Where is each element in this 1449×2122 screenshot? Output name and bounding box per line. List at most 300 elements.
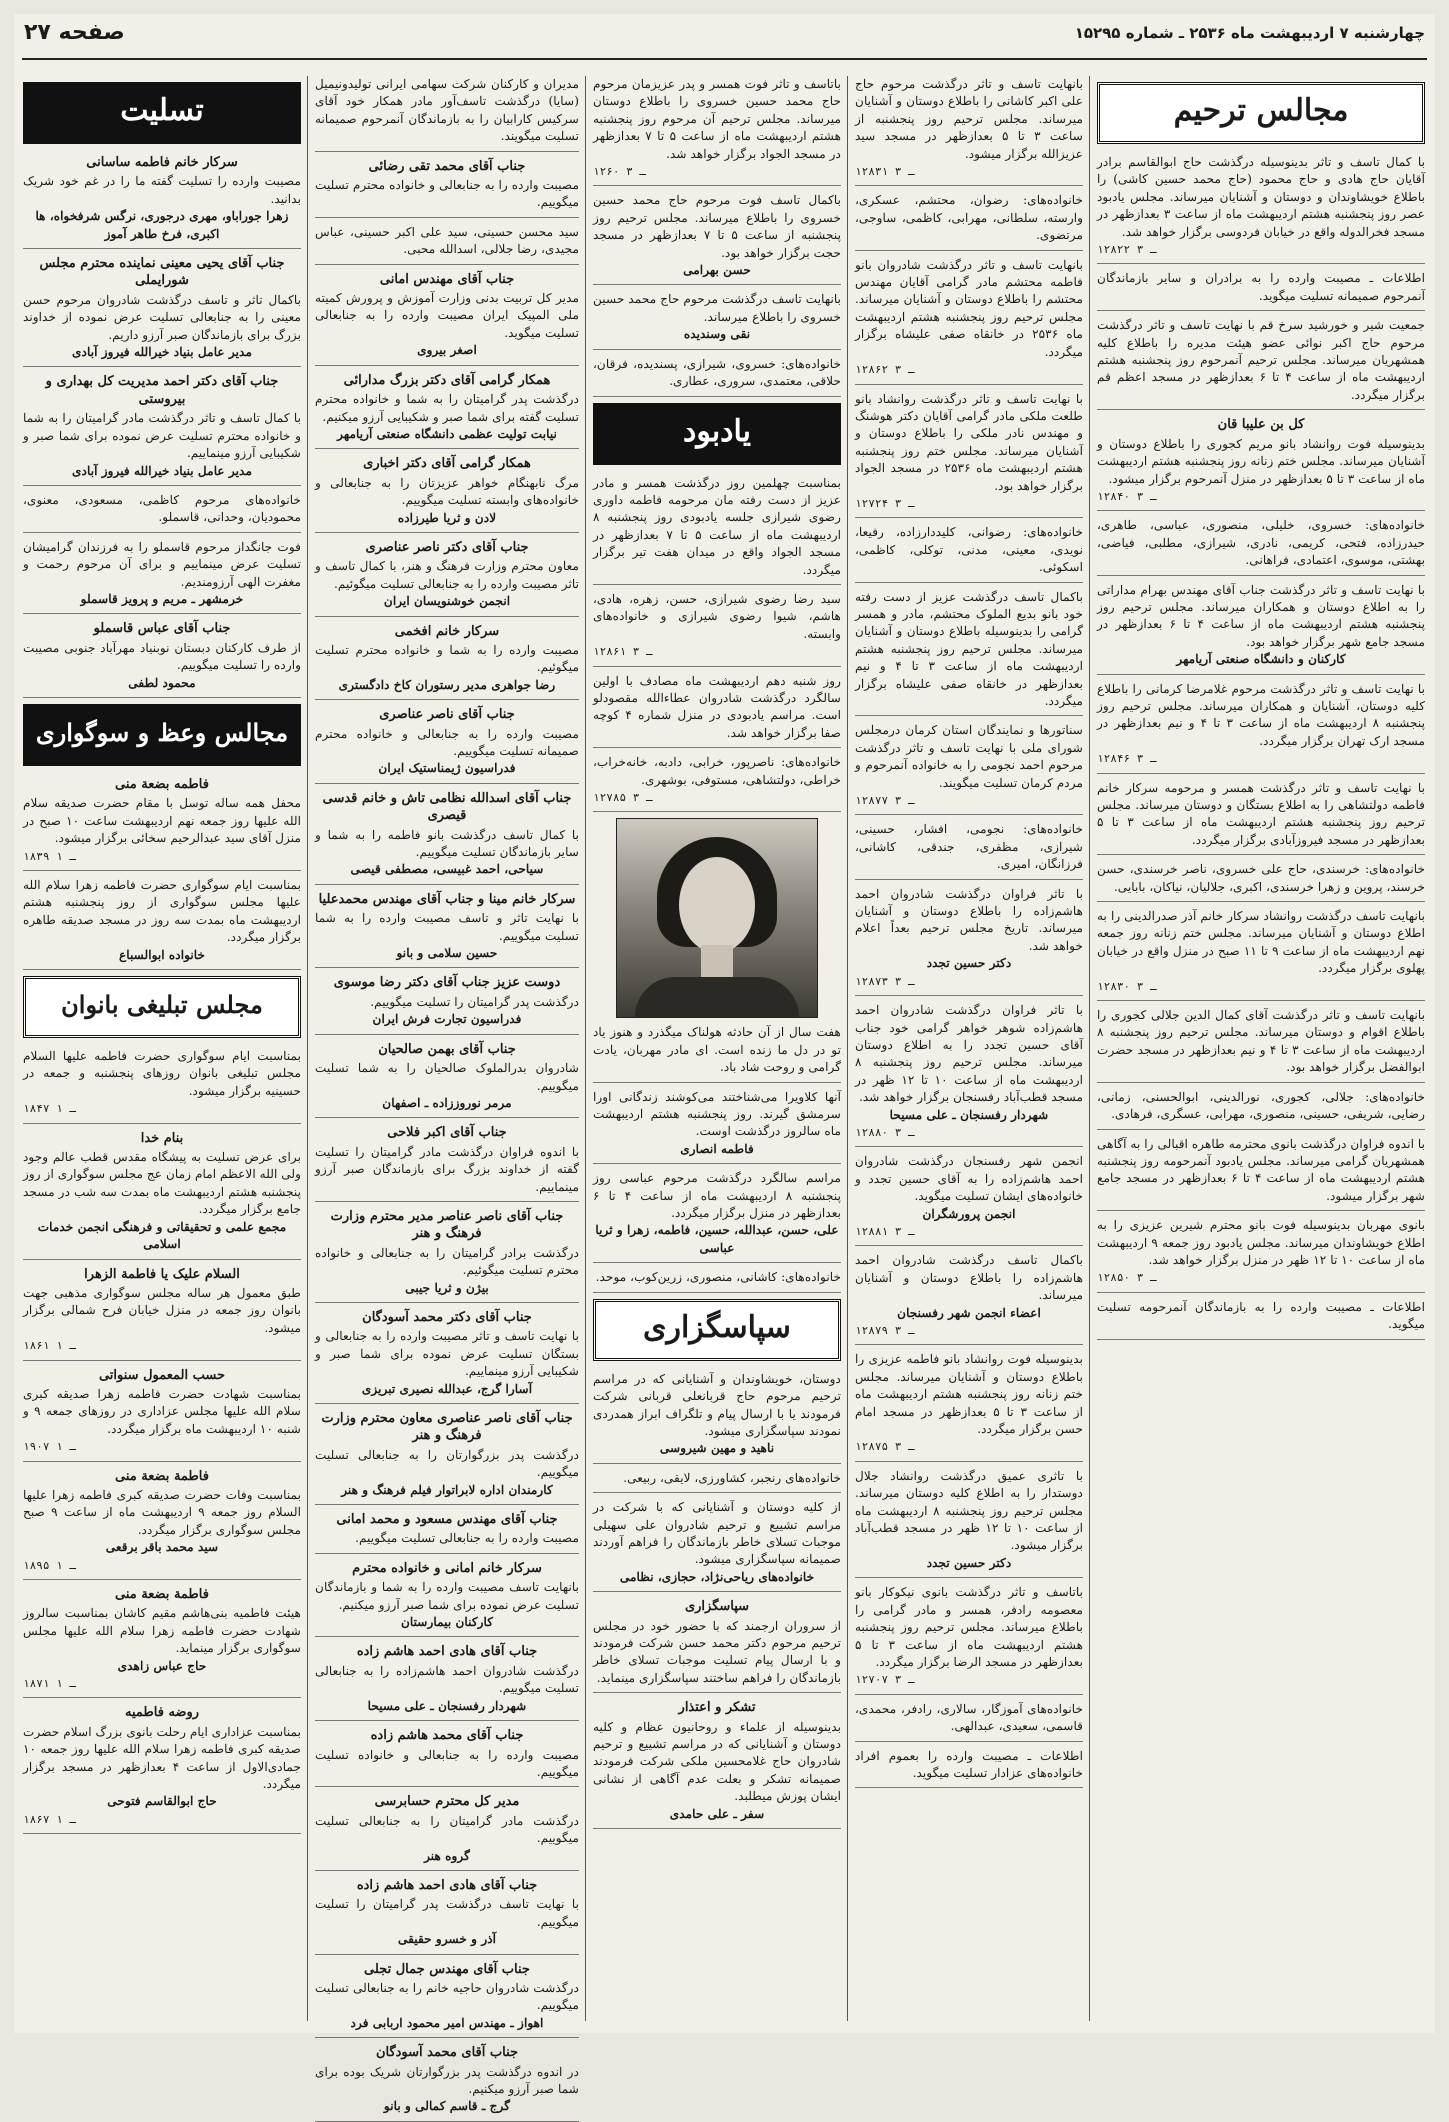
column-obituaries-2: [855, 76, 1083, 2021]
notice-title: جناب آقای اسدالله نظامی تاش و خانم قدسی قیصری: [322, 790, 572, 824]
notice-body: بمناسبت شهادت حضرت فاطمه زهرا صدیقه کبری سلام الله علیها مجلس عزاداری در روزهای جمعه ۹ و شنبه ۱۰ اردیبهشت ماه برگزار میگردد.: [23, 1386, 301, 1436]
notice-body: جمعیت شیر و خورشید سرخ قم با نهایت تاسف و تاثر درگذشت مرحوم حاج اکبر نوائی عضو هیئت مدیره را باطلاع کلیه همشهریان میرساند. مجلس ترحیم آنمرحوم روز پنجشنبه هشتم اردیبهشت ماه از ساعت ۴ تا ۶ بعدازظهر در مسجد اعظم قم برگزار میگردد.: [1097, 318, 1425, 402]
notice: [23, 539, 301, 615]
notice: [315, 1410, 579, 1505]
notice-signature: خانواده‌های ریاحی‌نژاد، حجازی، نظامی: [619, 1569, 815, 1584]
notice-body: خانواده‌های: جلالی، کجوری، نورالدینی، ابوالحسنی، زمانی، رضایی، شریفی، حسینی، منصوری، مهرابی، عسگری، فرهادی.: [1097, 1089, 1425, 1122]
notice-body: انجمن شهر رفسنجان درگذشت شادروان احمد هاشم‌زاده را به آقای حسین تجدد و خانواده‌های ایشان تسلیت میگوید.: [855, 1154, 1083, 1204]
notice-signature: دکتر حسین تجدد: [926, 956, 1012, 971]
notice-code: ۱۲۸۶۱ ـ ۳: [593, 645, 653, 659]
notice: [1097, 317, 1425, 410]
notice-list-bottom: [23, 1048, 301, 1834]
notice: [315, 974, 579, 1034]
notice: [23, 1266, 301, 1361]
notice: [23, 1586, 301, 1698]
notice-body: طبق معمول هر ساله مجلس سوگواری مذهبی جهت بانوان روز جمعه در منزل خیابان فرح شمالی برگزار میشود.: [23, 1285, 301, 1335]
notice-signature: فدراسیون تجارت فرش ایران: [372, 1012, 522, 1027]
notice: [315, 455, 579, 533]
notice-body: با نهایت تاسف و تاثر درگذشت روانشاد بانو طلعت ملکی مادر گرامی آقایان دکتر هوشنگ و مهندس نادر ملکی را باطلاع دوستان و آشنایان میرساند. مجلس ختم روز پنجشنبه هشتم اردیبهشت ماه ۲۵۳۶ در مسجد الجواد برگزار خواهد بود.: [855, 391, 1083, 493]
notice: [855, 589, 1083, 717]
notice-title: السلام علیک یا فاطمة الزهرا: [84, 1266, 240, 1282]
notice-body: اطلاعات ـ مصیبت وارده را به برادران و سایر بازماندگان آنمرحوم صمیمانه تسلیت میگوید.: [1097, 271, 1425, 303]
notice: [23, 620, 301, 698]
notice-body: دوستان، خویشاوندان و آشنایانی که در مراسم ترحیم مرحوم حاج قربانعلی قربانی شرکت فرمودند یا با ارسال پیام و تلگراف ابراز همدردی نمودند سپاسگزاری میشود.: [593, 1371, 841, 1438]
notice-signature: اصغر بیروی: [417, 343, 477, 358]
notice-body: بانهایت تاسف درگذشت مرحوم حاج محمد حسین خسروی را باطلاع میرساند.: [593, 292, 841, 324]
notice: [855, 1351, 1083, 1461]
notice-body: بمناسبت ایام سوگواری حضرت فاطمه زهرا سلام الله علیها مجلس سوگواری از روز پنجشنبه هشتم اردیبهشت ماه بمدت سه روز در مسجد صدیقه طاهره برگزار میگردد.: [23, 878, 301, 945]
notice-body: بانهایت تاسف درگذشت روانشاد سرکار خانم آذر صدرالدینی را به اطلاع دوستان و آشنایان میرساند. مجلس ختم زنانه روز جمعه نهم اردیبهشت ماه از ساعت ۹ تا ۱۱ صبح در منزل واقع در خیابان پهلوی برگزار میگردد.: [1097, 909, 1426, 976]
notice: [23, 776, 301, 871]
notice: [315, 1877, 579, 1955]
notice-body: باتاسف و تاثر درگذشت بانوی نیکوکار بانو معصومه رادفر، همسر و مادر گرامی را باطلاع میرساند. مجلس ترحیم روز پنجشنبه هشتم اردیبهشت ماه از ساعت ۳ تا ۵ بعدازظهر در مسجد الرضا برگزار میگردد.: [855, 1585, 1084, 1669]
notice-title: کل بن علیبا قان: [1217, 417, 1305, 433]
notice-body: شادروان بدرالملوک صالحیان را به شما تسلیت میگوییم.: [315, 1061, 579, 1093]
page-number: صفحه ۲۷: [24, 20, 125, 45]
notice-body: خانواده‌های: رضوان، محتشم، عسکری، وارسته، سلطانی، مهرابی، کاظمی، ساوجی، مرتضوی.: [855, 193, 1083, 243]
notice-body: اطلاعات ـ مصیبت وارده را به بازماندگان آنمرحومه تسلیت میگوید.: [1097, 1299, 1425, 1332]
notice-body: مدیران و کارکنان شرکت سهامی ایرانی تولیدونیمیل (سایا) درگذشت تاسف‌آور مادر همکار خود آقای سرکیس کارابیان را به بازماندگان آنمرحوم صمیمانه تسلیت میگویند.: [315, 77, 579, 144]
notice-signature: مجمع علمی و تحقیقاتی و فرهنگی انجمن خدمات اسلامی: [37, 1219, 287, 1252]
notice-signature: کارکنان و دانشگاه صنعتی آریامهر: [1176, 652, 1346, 667]
notice-signature: سفر ـ علی حامدی: [669, 1806, 765, 1821]
notice-title: جناب آقای هادی احمد هاشم زاده: [356, 1877, 538, 1893]
column-rule: [1089, 76, 1090, 2021]
notice: [315, 891, 579, 969]
notice-body: باتاسف و تاثر فوت همسر و پدر عزیزمان مرحوم حاج محمد حسین خسروی را باطلاع دوستان میرساند. مجلس ترحیم آن مرحوم روز پنجشنبه هشتم اردیبهشت ماه از ساعت ۵ تا ۷ بعدازظهر در مسجد الجواد برگزار خواهد شد.: [593, 77, 842, 161]
notice: [1097, 517, 1425, 575]
notice-body: مصیبت وارده را به جنابعالی و خانواده تسلیت میگوییم.: [315, 1747, 579, 1779]
notice: [315, 372, 579, 450]
notice-body: خانواده‌های: کاشانی، منصوری، زرین‌کوب، موحد.: [595, 1270, 841, 1285]
notice: [315, 790, 579, 885]
notice: [315, 158, 579, 218]
section-banner-vaz: مجالس وعظ و سوگواری: [23, 704, 301, 766]
notice-code: ۱۲۸۳۰ ـ ۳: [1097, 979, 1157, 993]
notice-list-bottom: [593, 1371, 841, 1829]
notice-body: مصیبت وارده را به شما و خانواده محترم تسلیت میگوئیم.: [315, 642, 579, 675]
notice-signature: انجمن خوشنویسان ایران: [383, 594, 511, 609]
notice-list: [315, 76, 579, 2122]
notice: [23, 1048, 301, 1124]
notice-title: جناب آقای اکبر فلاحی: [387, 1125, 507, 1141]
notice-title: جناب آقای یحیی معینی نماینده محترم مجلس شورایملی: [39, 256, 285, 289]
notice: [593, 1499, 841, 1592]
notice-list-top: [23, 154, 301, 698]
notice-body: باکمال تاثر و تاسف درگذشت شادروان مرحوم حسن معینی را به جنابعالی تسلیت عرض نموده از خداوند بزرگ برای بازماندگان صبر آرزو داریم.: [23, 292, 301, 342]
section-banner-tablighi: مجلس تبلیغی بانوان: [23, 976, 301, 1038]
notice-signature: ناهید و مهین شیروسی: [659, 1441, 775, 1456]
notice: [855, 257, 1083, 385]
section-banner-yadbood: یادبود: [593, 403, 841, 465]
notice-title: سرکار خانم امانی و خانواده محترم: [352, 1560, 542, 1576]
column-rule: [307, 76, 308, 2021]
notice-code: ۱۲۸۷۹ ـ ۳: [855, 1324, 915, 1337]
notice-title: جناب آقای محمد آسودگان: [375, 2045, 519, 2061]
notice-body: درگذشت شادروان حاجیه خانم را به جنابعالی تسلیت میگوییم.: [315, 1980, 579, 2013]
notice: [855, 886, 1083, 996]
notice-body: اطلاعات ـ مصیبت وارده را بعموم افراد خانواده‌های عزادار تسلیت میگوید.: [855, 1748, 1083, 1780]
column-condolences: [315, 76, 579, 2114]
notice-body: درگذشت مادر گرامیتان را به جنابعالی تسلیت میگوییم.: [315, 1813, 579, 1846]
notice-body: خانواده‌های: نجومی، افشار، حسینی، شیرازی، مظفری، جندقی، کاشانی، فرزانگان، امیری.: [855, 822, 1083, 872]
notice-body: خانواده‌های آموزگار، سالاری، رادفر، محمدی، قاسمی، سعیدی، عبدالهی.: [855, 1701, 1083, 1734]
notice-body: با نهایت تاسف درگذشت پدر گرامیتان را تسلیت میگوییم.: [315, 1897, 579, 1929]
notice: [855, 391, 1083, 519]
notice-body: روز شنبه دهم اردیبهشت ماه مصادف با اولین سالگرد درگذشت شادروان عطاءالله مقصودلو است. مراسم یادبودی در منزل شماره ۴ کوچه صفا برگزار خواهد شد.: [593, 673, 841, 740]
notice-body: خانواده‌های: خسروی، شیرازی، پسندیده، فرقان، حلاقی، معتمدی، سروری، عطاری.: [593, 356, 841, 389]
notice-signature: گرج ـ قاسم کمالی و بانو: [383, 2099, 511, 2114]
notice-title: جناب آقای ناصر عناصر مدیر محترم وزارت فرهنگ و هنر: [330, 1208, 564, 1242]
notice-body: مراسم سالگرد درگذشت مرحوم عباسی روز پنجشنبه ۸ اردیبهشت ماه از ساعت ۴ تا ۶ بعدازظهر در منزل برگزار میگردد.: [593, 1171, 841, 1221]
notice-body: از سروران ارجمند که با حضور خود در مجلس ترحیم مرحوم دکتر محمد حسن شرکت فرمودند و با ارسال پیام تسلیت موجبات تسلای خاطر بازماندگان را فراهم ساختند سپاسگزاری مینماید.: [593, 1618, 841, 1685]
notice: [593, 1170, 841, 1263]
notice-code: ۱۲۸۶۲ ـ ۳: [855, 363, 915, 377]
notice: [315, 1124, 579, 1202]
notice-signature: نقی وسندیده: [683, 327, 751, 342]
notice-signature: خرمشهر ـ مریم و پرویز قاسملو: [80, 591, 244, 606]
notice-code: ۱۲۸۴۰ ـ ۳: [1097, 489, 1157, 503]
notice-body: با نهایت تاسف و تاثر درگذشت مرحوم غلامرضا کرمانی را باطلاع کلیه دوستان، آشنایان و همکاران میرساند. مجلس ترحیم روز پنجشنبه ۸ اردیبهشت ماه از ساعت ۳ تا ۴ و نیم بعدازظهر در مسجد ارک تهران برگزار میگردد.: [1097, 681, 1425, 748]
notice: [315, 224, 579, 265]
notice-code: ۱۲۸۷۵ ـ ۳: [855, 1440, 915, 1454]
notice: [315, 1041, 579, 1119]
notice-body: بانهایت تاسف و تاثر درگذشت مرحوم حاج علی اکبر کاشانی را باطلاع دوستان و آشنایان میرساند. مجلس ترحیم روز پنجشنبه از ساعت ۳ تا ۵ بعدازظهر در مسجد سید عزیزالله برگزار میشود.: [855, 77, 1083, 161]
notice: [315, 1309, 579, 1404]
notice: [855, 1468, 1083, 1578]
notice-signature: آذر و خسرو حقیقی: [397, 1932, 497, 1947]
notice-body: بمناسبت عزاداری ایام رحلت بانوی بزرگ اسلام حضرت صدیقه کبری فاطمه زهرا سلام الله علیها روز جمعه ۱۰ جمادی‌الاول از ساعت ۴ بعدازظهر در مسجد برگزار میگردد.: [23, 1724, 301, 1792]
notice: [593, 1598, 841, 1693]
notice: [1097, 1217, 1425, 1293]
notice-body: بدینوسیله فوت روانشاد بانو فاطمه عزیزی را باطلاع دوستان و آشنایان میرساند. مجلس ختم زنانه روز پنجشنبه هشتم اردیبهشت ماه از ساعت ۳ تا ۵ بعدازظهر در مسجد امام حسن برگزار میگردد.: [855, 1352, 1084, 1437]
notice-body: با نهایت تاسف و تاثر مصیبت وارده را به جنابعالی و بستگان تسلیت عرض نموده برای شما صبر و شکیبایی آرزو مینماییم.: [315, 1329, 579, 1379]
notice-body: برای عرض تسلیت به پیشگاه مقدس قطب عالم وجود ولی الله الاعظم امام زمان عج مجلس سوگواری از روز پنجشنبه هشتم اردیبهشت ماه بمدت سه شب در مسجد جامع برگزار میگردد.: [23, 1150, 301, 1217]
notice-signature: لادن و ثریا طیرزاده: [397, 510, 497, 525]
notice-signature: سیاحی، احمد غبیسی، مصطفی قیصی: [350, 862, 544, 877]
notice-title: جناب آقای بهمن صالحیان: [378, 1041, 516, 1057]
notice-body: خانواده‌های: ناصرپور، خرابی، دادبه، خانه‌خراب، خراطی، دولتشاهی، مستوفی، بوشهری.: [593, 755, 841, 787]
page-header: [14, 14, 1435, 54]
notice-signature: کارمندان اداره لابراتوار فیلم فرهنگ و هنر: [341, 1482, 553, 1497]
notice-body: با تاثر فراوان درگذشت شادروان احمد هاشم‌زاده شوهر خواهر گرامی خود جناب آقای حسین تجدد را به اطلاع دوستان میرساند. مجلس ترحیم روز پنجشنبه ۸ اردیبهشت ماه از ساعت ۱۰ تا ۱۲ ظهر در مسجد قطب‌آباد رفسنجان برگزار خواهد شد.: [855, 1003, 1083, 1105]
notice: [593, 475, 841, 585]
notice-signature: فدراسیون ژیمناستیک ایران: [378, 761, 516, 776]
notice-code: ۱۲۷۲۴ ـ ۳: [855, 496, 915, 510]
notice: [1097, 1007, 1425, 1083]
notice-signature: علی، حسن، عبدالله، حسین، فاطمه، زهرا و ثریا عباسی: [595, 1223, 839, 1255]
notice: [1097, 270, 1425, 311]
notice-body: از طرف کارکنان دبستان نوبنیاد مهرآباد جنوبی مصیبت وارده را تسلیت میگوییم.: [23, 640, 301, 673]
notice-title: جناب آقای محمد تقی رضائی: [368, 158, 526, 174]
notice-body: محفل همه ساله توسل با مقام حضرت صدیقه سلام الله علیها روز جمعه نهم اردیبهشت ساعت ۱۰ صبح در منزل آقای سید عبدالرحیم سخائی برگزار میشود.: [23, 796, 301, 846]
memorial-portrait: [616, 818, 818, 1018]
notice-code: ۱۲۸۲۲ ـ ۳: [1097, 243, 1157, 257]
notice-signature: سید محمد باقر برقعی: [105, 1540, 219, 1555]
notice-body: بانهایت تاسف و تاثر درگذشت شادروان بانو فاطمه محتشم مادر گرامی آقایان مهندس محتشم را باطلاع دوستان و آشنایان میرساند. مجلس ترحیم روز پنجشنبه هشتم اردیبهشت ماه ۲۵۳۶ در خانقاه صفی علیشاه برگزار میگردد.: [855, 257, 1083, 359]
notice-list: [1097, 154, 1425, 1340]
notice-body: هیئت فاطمیه بنی‌هاشم مقیم کاشان بمناسبت سالروز شهادت حضرت فاطمه زهرا سلام الله علیها مجلس سوگواری برگزار مینماید.: [23, 1606, 301, 1656]
notice-signature: انجمن پرورشگران: [922, 1206, 1016, 1221]
notice-signature: حسین سلامی و بانو: [396, 946, 498, 961]
notice-title: تشکر و اعتذار: [678, 1700, 756, 1716]
notice-title: حسب المعمول سنواتی: [98, 1367, 226, 1383]
notice-code: ۱۲۸۷۷ ـ ۳: [855, 794, 915, 808]
notice-code: ۱۲۷۰۷ ـ ۳: [855, 1673, 915, 1687]
notice-body: بانهایت تاسف مصیبت وارده را به شما و بازماندگان تسلیت عرض نموده برای شما صبر آرزو میکنیم.: [315, 1580, 579, 1612]
notice-body: مصیبت وارده را به جنابعالی و خانواده محترم تسلیت میگوییم.: [315, 178, 579, 210]
notice: [23, 1704, 301, 1834]
notice-body: بمناسبت وفات حضرت صدیقه کبری فاطمه زهرا علیها السلام روز جمعه ۹ اردیبهشت ماه از ساعت ۹ صبح مجلس سوگواری برگزار میگردد.: [23, 1487, 301, 1537]
notice: [315, 1727, 579, 1787]
notice-title: جناب آقای ناصر عناصری معاون محترم وزارت فرهنگ و هنر: [321, 1411, 573, 1444]
notice-signature: خانواده ابوالسباع: [118, 947, 206, 962]
notice-body: سناتورها و نمایندگان استان کرمان درمجلس شورای ملی با نهایت تاسف و تاثر درگذشت مرحوم احمد نجومی را به خانواده آنمرحوم و مردم کرمان تسلیت میگویند.: [855, 723, 1083, 790]
notice-body: بمناسبت چهلمین روز درگذشت همسر و مادر عزیز از دست رفته مان مرحومه فاطمه داوری رضوی شیرازی جلسه یادبودی روز پنجشنبه ۸ اردیبهشت ماه از ساعت ۵ تا ۷ بعدازظهر در مسجد الجواد واقع در میدان هفت تیر برگزار میگردد.: [593, 475, 841, 577]
notice-signature: بیژن و ثریا جیبی: [405, 1280, 489, 1295]
section-banner-tarhim: مجالس ترحیم: [1097, 82, 1425, 144]
notice-signature: نیابت تولیت عظمی دانشگاه صنعتی آریامهر: [337, 426, 557, 441]
notice: [593, 1024, 841, 1082]
notice-title: جناب آقای هادی احمد هاشم زاده: [356, 1644, 538, 1660]
notice-signature: مدیر عامل بنیاد خیرالله فیروز آبادی: [72, 345, 252, 360]
notice-title: مدیر کل محترم حسابرسی: [374, 1794, 520, 1810]
notice-title: سرکار خانم افخمی: [394, 623, 500, 639]
notice-code: ۱۲۸۳۱ ـ ۳: [855, 165, 915, 179]
notice: [315, 1560, 579, 1638]
notice-title: همکار گرامی آقای دکتر بزرگ مدارائی: [343, 372, 551, 388]
notice: [593, 76, 841, 186]
notice-body: با اندوه فراوان درگذشت مادر گرامیتان را تسلیت گفته از خداوند بزرگ برای بازماندگان صبر آرزو مینماییم.: [315, 1144, 579, 1194]
notice-body: در اندوه درگذشت پدر بزرگوارتان شریک بوده برای شما صبر آرزو میکنیم.: [315, 2064, 579, 2096]
notice-signature: محمود لطفی: [128, 675, 196, 690]
notice: [315, 1961, 579, 2039]
notice-body: با کمال تاسف و تاثر درگذشت مادر گرامیتان را به شما و خانواده محترم تسلیت عرض نموده برای شما صبر و شکیبایی آرزو مینماییم.: [23, 411, 301, 461]
notice: [593, 591, 841, 667]
notice: [1097, 1089, 1425, 1130]
notice-list-mid: [593, 475, 841, 813]
notice-list-mid: [23, 776, 301, 970]
notice-body: از کلیه دوستان و آشنایانی که با شرکت در مراسم تشییع و ترحیم شادروان علی سهیلی موجبات تسلای خاطر بازماندگان را فراهم آوردند صمیمانه سپاسگزاری میشود.: [593, 1500, 841, 1567]
notice-list-top: [593, 76, 841, 397]
notice: [593, 1371, 841, 1464]
notice-title: جناب آقای دکتر محمد آسودگان: [362, 1309, 532, 1325]
notice-title: همکار گرامی آقای دکتر اخباری: [363, 456, 531, 472]
notice: [315, 706, 579, 784]
notice-body: درگذشت برادر گرامیتان را به جنابعالی و خانواده محترم تسلیت میگوئیم.: [315, 1245, 579, 1278]
notice: [855, 1701, 1083, 1742]
notice: [855, 1002, 1083, 1147]
notice-body: هفت سال از آن حادثه هولناک میگذرد و هنوز یاد تو در دل ما زنده است. ای مادر مهربان، یادت گرامی و روحت شاد باد.: [593, 1025, 841, 1075]
notice-body: مصیبت وارده را تسلیت گفته ما را در غم خود شریک بدانید.: [23, 174, 301, 206]
notice-code: ۱۸۶۱ ـ ۱: [23, 1339, 76, 1353]
notice-signature: حسن بهرامی: [683, 263, 751, 278]
notice-body: با تاثر فراوان درگذشت شادروان احمد هاشم‌زاده را باطلاع دوستان و آشنایان میرساند. تاریخ مجلس ترحیم بعداً اعلام خواهد شد.: [855, 886, 1083, 953]
notice: [593, 754, 841, 812]
notice: [855, 1584, 1083, 1694]
notice: [23, 255, 301, 367]
notice: [23, 1130, 301, 1260]
notice-signature: شهردار رفسنجان ـ علی مسیحا: [889, 1107, 1049, 1122]
notice-title: جناب آقای دکتر ناصر عناصری: [365, 539, 529, 555]
notice: [23, 154, 301, 249]
notice-body: با اندوه فراوان درگذشت بانوی محترمه طاهره اقبالی را به آگاهی همشهریان گرامی میرساند. مجلس یادبود آنمرحومه روز پنجشنبه هشتم اردیبهشت ماه از ساعت ۴ تا ۶ بعدازظهر در مسجد جامع شهر برگزار میشود.: [1097, 1136, 1425, 1203]
section-banner-sepasgozari: سپاسگزاری: [593, 1299, 841, 1361]
notice: [23, 877, 301, 970]
notice: [593, 673, 841, 749]
notice-signature: حاج عباس زاهدی: [117, 1658, 207, 1673]
notice-title: فاطمة بضعة منی: [115, 1587, 209, 1602]
notice: [23, 1468, 301, 1580]
notice-body: بانوی مهربان بدینوسیله فوت بانو محترم شیرین عزیزی را به اطلاع خویشاوندان میرساند. مجلس یادبود روز جمعه ۹ اردیبهشت ماه از ساعت ۱۰ تا ۱۲ ظهر در منزل برگزار خواهد شد.: [1097, 1218, 1425, 1267]
notice: [315, 1511, 579, 1554]
notice-signature: دکتر حسین تجدد: [926, 1555, 1012, 1570]
notice-code: ۱۲۶۰ ـ ۳: [593, 165, 646, 179]
notice: [1097, 681, 1425, 774]
newspaper-page: [14, 14, 1435, 2114]
notice-signature: حاج ابوالقاسم فتوحی: [107, 1794, 217, 1809]
notice-signature: زهرا جوراباو، مهری درجوری، نرگس شرفخواه، ها اکبری، فرخ طاهر آموز: [35, 209, 289, 241]
notice-title: جناب آقای محمد هاشم زاده: [370, 1728, 524, 1744]
notice: [23, 373, 301, 485]
notice: [315, 76, 579, 152]
notice: [1097, 1136, 1425, 1212]
notice: [315, 623, 579, 701]
notice-code: ۱۲۸۴۶ ـ ۳: [1097, 752, 1157, 766]
notice-signature: اعضاء انجمن شهر رفسنجان: [897, 1305, 1041, 1320]
notice: [23, 1367, 301, 1462]
notice-body: با کمال تاسف درگذشت بانو فاطمه را به شما و سایر بازماندگان تسلیت میگوییم.: [315, 827, 579, 860]
notice-signature: رضا جواهری مدیر رستوران کاخ دادگستری: [338, 677, 556, 692]
notice-body: بدینوسیله فوت روانشاد بانو مریم کجوری را باطلاع دوستان و آشنایان میرساند. مجلس ختم زنانه روز پنجشنبه هشتم اردیبهشت ماه از ساعت ۳ تا ۵ بعدازظهر در منزل آنمرحوم برگزار میشود.: [1097, 436, 1425, 486]
issue-date-line: چهارشنبه ۷ اردیبهشت ماه ۲۵۳۶ ـ شماره ۱۵۲۹۵: [1074, 24, 1425, 42]
notice: [593, 1699, 841, 1829]
notice-list: [855, 76, 1083, 1788]
notice-body: خانواده‌های مرحوم کاظمی، مسعودی، معنوی، محمودیان، وحدانی، قاسملو.: [23, 492, 301, 525]
notice-code: ۱۲۸۵۰ ـ ۳: [1097, 1271, 1157, 1285]
notice-body: با نهایت تاسف و تاثر درگذشت همسر و مرحومه سرکار خانم فاطمه دولتشاهی را به اطلاع بستگان و دوستان میرساند. مجلس ترحیم روز پنجشنبه هشتم اردیبهشت ماه از ساعت ۳ تا ۵ بعدازظهر در مسجد فیروزآبادی برگزار میگردد.: [1097, 780, 1425, 847]
notice-signature: اهواز ـ مهندس امیر محمود اربابی فرد: [350, 2015, 544, 2030]
notice: [1097, 908, 1425, 1001]
notice-body: سید رضا رضوی شیرازی، حسن، زهره، هادی، هاشم، شیوا رضوی شیرازی و خانواده‌های وابسته.: [593, 591, 841, 641]
notice-body: فوت جانگداز مرحوم قاسملو را به فرزندان گرامیشان تسلیت عرض مینماییم و برای آن مرحوم رحمت و مغفرت الهی آرزومندیم.: [23, 539, 301, 589]
column-obituaries: [1097, 76, 1425, 2021]
notice-code: ۱۲۷۸۵ ـ ۳: [593, 791, 653, 804]
notice-list-low: [593, 1024, 841, 1292]
notice: [23, 492, 301, 533]
notice-body: مدیر کل تربیت بدنی وزارت آموزش و پرورش کمیته ملی المپیک ایران مصیبت وارده را به جنابعالی تسلیت میگوید.: [315, 291, 579, 340]
notice: [855, 1252, 1083, 1345]
notice-title: روضه فاطمیه: [124, 1705, 200, 1721]
notice: [855, 1748, 1083, 1789]
notice: [315, 2044, 579, 2122]
notice-title: جناب آقای مهندس امانی: [379, 271, 515, 287]
notice-body: بمناسبت ایام سوگواری حضرت فاطمه علیها السلام مجلس تبلیغی بانوان روزهای پنجشنبه و جمعه در حسینیه برگزار میشود.: [23, 1049, 301, 1098]
notice-title: دوست عزیز جناب آقای دکتر رضا موسوی: [333, 975, 561, 991]
notice-title: سپاسگزاری: [684, 1599, 750, 1615]
notice-body: بدینوسیله از علماء و روحانیون عظام و کلیه دوستان و آشنایانی که در مراسم تشییع و ترحیم شادروان حاج غلامحسین ملکی شرکت فرمودند صمیمانه تشکر و بعلت عدم آگاهی از نشانی ایشان پوزش میطلبد.: [593, 1719, 841, 1804]
notice-body: باکمال تاسف فوت مرحوم حاج محمد حسین خسروی را باطلاع میرساند. مجلس ترحیم روز پنجشنبه از ساعت ۵ تا ۷ بعدازظهر در مسجد حجت برگزار خواهد بود.: [593, 193, 841, 260]
notice-title: فاطمه بضعة منی: [115, 776, 209, 792]
notice-signature: آسارا گرج، عبدالله نصیری تبریزی: [361, 1381, 533, 1396]
notice-body: باکمال تاسف درگذشت عزیز از دست رفته خود بانو بدیع الملوک محتشم، مادر و همسر گرامی را بدینوسیله باطلاع دوستان و آشنایان میرساند. مجلس ترحیم روز پنجشنبه هشتم اردیبهشت ماه از ساعت ۳ تا ۴ و نیم بعدازظهر در خانقاه صفی علیشاه برگزار میگردد.: [855, 589, 1083, 708]
notice: [1097, 582, 1425, 675]
notice-title: سرکار خانم فاطمه ساسانی: [86, 155, 238, 170]
notice-code: ۱۸۳۹ ـ ۱: [23, 849, 76, 863]
notice-body: با تاثری عمیق درگذشت روانشاد جلال دوستدار را به اطلاع کلیه دوستان میرساند. مجلس ترحیم روز پنجشنبه ۸ اردیبهشت ماه از ساعت ۱۰ تا ۱۲ ظهر در مسجد قطب‌آباد برگزار میشود.: [855, 1468, 1084, 1553]
notice: [593, 1470, 841, 1493]
notice-body: باکمال تاسف درگذشت شادروان احمد هاشم‌زاده را باطلاع دوستان و آشنایان میرساند.: [855, 1253, 1083, 1303]
notice: [1097, 780, 1425, 856]
notice-signature: کارکنان بیمارستان: [400, 1615, 494, 1630]
notice: [1097, 1299, 1425, 1340]
column-memorials: [593, 76, 841, 2021]
notice-body: درگذشت پدر گرامیتان را به شما و خانواده محترم تسلیت گفته برای شما صبر و شکیبایی آرزو میکنیم.: [315, 392, 579, 424]
column-rule: [585, 76, 586, 2021]
notice: [1097, 416, 1425, 511]
notice-body: آنها کلاویرا می‌شناختند می‌کوشند زندگانی اورا سرمشق گیرند. روز پنجشنبه هشتم اردیبهشت ماه سالروز درگذشت اوست.: [593, 1089, 841, 1139]
notice-title: جناب آقای مهندس جمال تجلی: [364, 1961, 530, 1977]
notice-code: ۱۲۸۸۰ ـ ۳: [855, 1125, 915, 1139]
notice-title: جناب آقای عباس قاسملو: [93, 621, 231, 637]
notice-title: جناب آقای دکتر احمد مدیریت کل بهداری و بیروستی: [45, 374, 279, 407]
notice-code: ۱۸۷۱ ـ ۱: [23, 1677, 76, 1691]
notice-body: درگذشت شادروان احمد هاشم‌زاده را به جنابعالی تسلیت میگوییم.: [315, 1663, 579, 1696]
notice-signature: شهردار رفسنجان ـ علی مسیحا: [367, 1698, 527, 1713]
notice: [315, 1643, 579, 1721]
notice: [315, 271, 579, 366]
notice-body: با نهایت تاثر و تاسف مصیبت وارده را به شما تسلیت میگوییم.: [315, 911, 579, 943]
notice-body: بانهایت تاسف و تاثر درگذشت آقای کمال الدین جلالی کجوری را باطلاع اقوام و دوستان میرساند. مجلس ترحیم روز پنجشنبه ۸ اردیبهشت ماه از ساعت ۳ تا ۴ و نیم بعدازظهر در مسجد حضرت ابوالفضل برگزار خواهد بود.: [1097, 1008, 1425, 1075]
notice: [593, 356, 841, 397]
notice-title: جناب آقای ناصر عناصری: [379, 707, 515, 723]
notice-body: مرگ نابهنگام خواهر عزیزتان را به جنابعالی و خانواده‌های وابسته تسلیت میگوییم.: [315, 475, 579, 508]
notice: [315, 1208, 579, 1303]
notice: [855, 524, 1083, 582]
notice-title: جناب آقای مهندس مسعود و محمد امانی: [336, 1512, 558, 1528]
notice: [593, 192, 841, 285]
notice: [855, 722, 1083, 815]
notice-body: درگذشت پدر گرامیتان را تسلیت میگوییم.: [370, 994, 579, 1009]
notice-code: ۱۸۴۷ ـ ۱: [23, 1102, 76, 1116]
notice-code: ۱۸۶۷ ـ ۱: [23, 1812, 76, 1826]
header-rule: [22, 58, 1427, 60]
notice-body: مصیبت وارده را به جنابعالی و خانواده محترم صمیمانه تسلیت میگوییم.: [315, 726, 579, 758]
notice-body: سید محسن حسینی، سید علی اکبر حسینی، عباس مجیدی، رضا جلالی، اسدالله محبی.: [315, 224, 579, 257]
notice-code: ۱۲۸۸۱ ـ ۳: [855, 1224, 915, 1238]
notice: [1097, 154, 1425, 264]
notice-body: مصیبت وارده را به جنابعالی تسلیت میگوییم.: [355, 1531, 579, 1546]
notice-signature: فاطمه انصاری: [680, 1141, 754, 1156]
notice-title: فاطمة بضعة منی: [115, 1468, 209, 1484]
notice: [855, 1153, 1083, 1246]
column-condolences-mourning: [23, 76, 301, 2021]
notice-body: خانواده‌های رنجبر، کشاورزی، لایقی، ربیعی.: [623, 1470, 841, 1485]
notice-body: با نهایت تاسف و تاثر درگذشت جناب آقای مهندس بهرام مداراتی را به اطلاع دوستان و همکاران میرساند. مجلس ترحیم روز پنجشنبه هشتم اردیبهشت ماه از ساعت ۴ تا ۶ بعدازظهر در مسجد جامع شهر برگزار خواهد بود.: [1097, 582, 1425, 649]
notice-code: ۱۹۰۷ ـ ۱: [23, 1440, 76, 1454]
notice-signature: مدیر عامل بنیاد خیرالله فیروز آبادی: [72, 463, 252, 478]
notice-code: ۱۸۹۵ ـ ۱: [23, 1558, 76, 1572]
notice-body: معاون محترم وزارت فرهنگ و هنر، با کمال تاسف و تاثر مصیبت وارده را به جنابعالی تسلیت میگوئیم.: [315, 559, 579, 591]
notice: [855, 821, 1083, 879]
column-rule: [847, 76, 848, 2021]
notice: [315, 539, 579, 617]
notice: [593, 291, 841, 349]
notice-body: خانواده‌های: خسروی، خلیلی، منصوری، عباسی، طاهری، حیدرزاده، فتحی، کریمی، نادری، شیرازی، مطلبی، فیاضی، بهشتی، موسوی، اعتمادی، فراهانی.: [1097, 518, 1425, 568]
notice: [1097, 861, 1425, 902]
notice-body: خانواده‌های: خرسندی، حاج علی خسروی، ناصر خرسندی، حسن خرسند، پروین و زهرا خرسندی، اکبری، جلالیان، نیاکان، بابایی.: [1097, 862, 1425, 894]
notice-signature: مرمر نوروززاده ـ اصفهان: [382, 1095, 512, 1110]
